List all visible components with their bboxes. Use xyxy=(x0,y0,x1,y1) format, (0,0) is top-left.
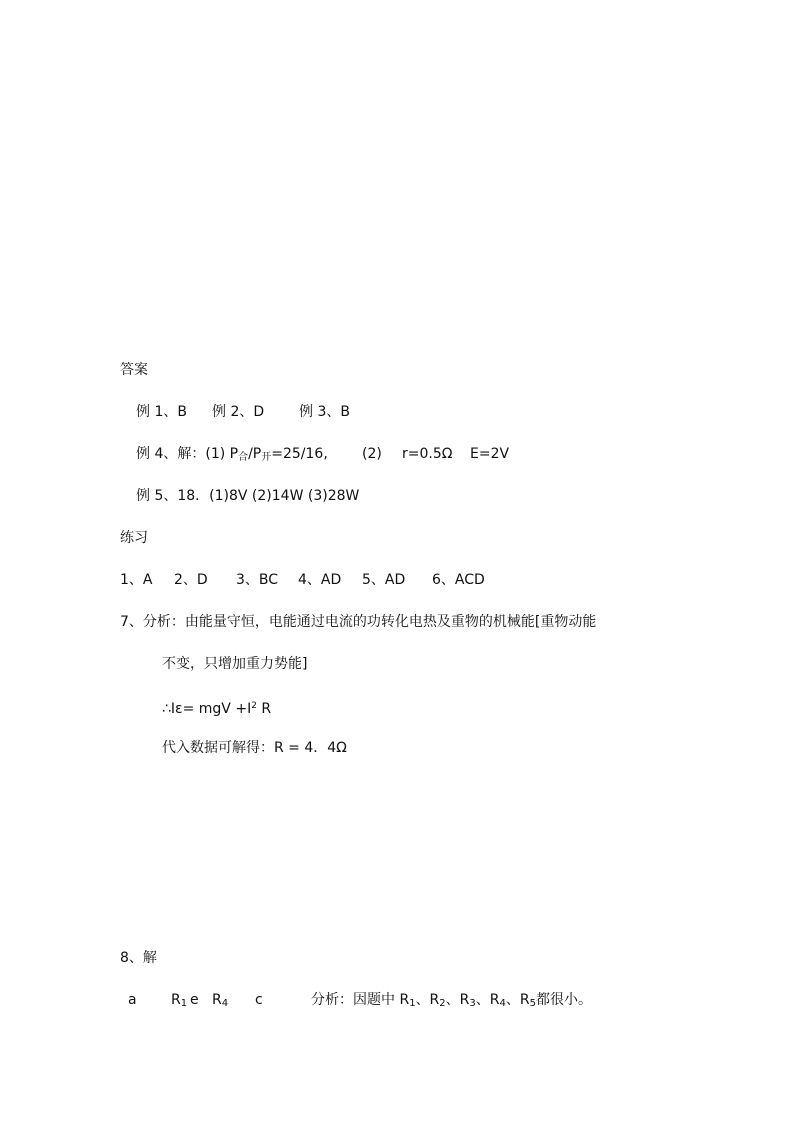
q7-analysis-line-1: 7、分析：由能量守恒，电能通过电流的功转化电热及重物的机械能[重物动能 xyxy=(120,614,597,630)
q8-label-a: a xyxy=(128,992,137,1008)
practice-answer-3: 3、BC xyxy=(236,572,279,588)
example-2: 例 2、D xyxy=(212,404,265,420)
q7-analysis-line-2: 不变，只增加重力势能] xyxy=(162,656,308,672)
q8-analysis: 分析：因题中 R1、R2、R3、R4、R5都很小。 xyxy=(311,992,592,1009)
practice-answer-5: 5、AD xyxy=(362,572,406,588)
practice-answer-1: 1、A xyxy=(120,572,153,588)
example-3: 例 3、B xyxy=(299,404,350,420)
example-4-part-2: (2) xyxy=(362,446,382,462)
practice-answer-2: 2、D xyxy=(174,572,208,588)
example-4-resistance: r=0.5Ω xyxy=(402,446,453,462)
answers-heading: 答案 xyxy=(120,362,148,378)
practice-answer-4: 4、AD xyxy=(298,572,342,588)
q8-label-e: e xyxy=(190,992,199,1008)
q7-equation: ∴Iε= mgV $+I^2$ R xyxy=(162,701,272,717)
practice-heading: 练习 xyxy=(120,530,148,546)
example-4-power-ratio: 例 4、解：(1) $P_合/P_开=25/16$, xyxy=(136,446,328,463)
q8-label-r4: R4 xyxy=(212,992,229,1009)
q8-label-r1: R1 xyxy=(171,992,188,1009)
example-1: 例 1、B xyxy=(136,404,187,420)
q7-result: 代入数据可解得：R = 4．4Ω xyxy=(162,740,347,756)
example-4-emf: E=2V xyxy=(470,446,510,462)
q8-heading: 8、解 xyxy=(120,950,157,966)
example-5: 例 5、18．(1)8V (2)14W (3)28W xyxy=(136,488,360,504)
practice-answer-6: 6、ACD xyxy=(432,572,485,588)
q8-label-c: c xyxy=(255,992,263,1008)
